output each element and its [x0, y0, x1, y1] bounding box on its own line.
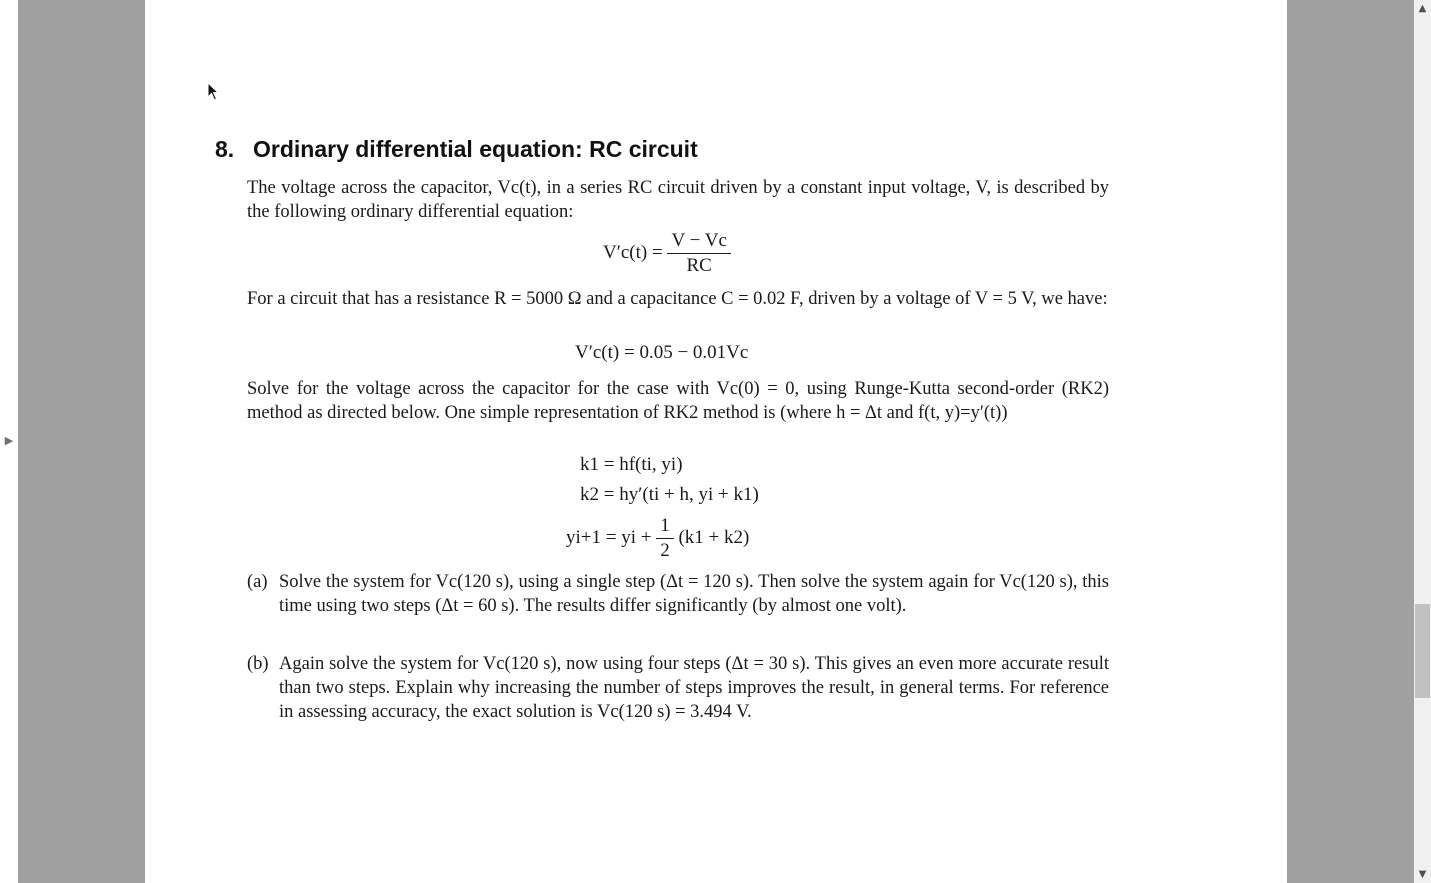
rk2-update-lhs: yi+1 = yi +	[566, 526, 652, 548]
ode-denominator: RC	[686, 255, 712, 276]
rk2-half-numerator: 1	[656, 514, 674, 539]
ode-fraction	[667, 229, 730, 278]
scrollbar-thumb[interactable]	[1415, 604, 1430, 698]
ode-numeric-equation: V′c(t) = 0.05 − 0.01Vc	[575, 342, 749, 363]
rk2-half-denominator: 2	[660, 540, 670, 561]
solve-paragraph: Solve for the voltage across the capacitor for the case with Vc(0) = 0, using Runge-Kutta second-order (RK2) method as directed below. One simple representation of RK2 method is (where h = Δt and f(t, y)=y′(t))	[247, 379, 1109, 423]
part-b-label: (b)	[247, 654, 269, 674]
document-page	[145, 0, 1287, 883]
expand-panel-arrow-icon[interactable]: ▶	[4, 434, 14, 447]
chevron-up-icon[interactable]: ▲	[1418, 3, 1427, 14]
rk2-update-equation	[566, 514, 749, 563]
ode-lhs: V′c(t) =	[603, 241, 663, 263]
problem-title: Ordinary differential equation: RC circuit	[253, 136, 698, 162]
rk2-update-rhs: (k1 + k2)	[678, 526, 750, 548]
rk2-k1-equation: k1 = hf(ti, yi)	[580, 454, 683, 475]
problem-number: 8.	[215, 136, 235, 162]
left-panel-strip	[0, 0, 18, 883]
part-a-label: (a)	[247, 572, 268, 592]
part-b-text: Again solve the system for Vc(120 s), now using four steps (Δt = 30 s). This gives an even more accurate result than two steps. Explain why increasing the number of steps improves the result, in general terms. For reference in assessing accuracy, the exact solution is Vc(120 s) = 3.494 V.	[279, 654, 1109, 722]
rk2-k2-equation: k2 = hy′(ti + h, yi + k1)	[580, 484, 759, 505]
ode-equation	[603, 229, 731, 278]
mouse-cursor-icon	[207, 82, 221, 102]
part-a-text: Solve the system for Vc(120 s), using a single step (Δt = 120 s). Then solve the system again for Vc(120 s), this time using two steps (Δt = 60 s). The results differ significantly (by almost one volt).	[279, 572, 1109, 616]
part-b	[247, 652, 1109, 724]
circuit-paragraph: For a circuit that has a resistance R = 5000 Ω and a capacitance C = 0.02 F, driven by a voltage of V = 5 V, we have:	[247, 289, 1108, 309]
chevron-down-icon[interactable]: ▼	[1418, 869, 1427, 880]
vertical-scrollbar[interactable]	[1414, 0, 1431, 883]
problem-heading	[215, 136, 698, 163]
ode-numerator: V − Vc	[667, 229, 730, 254]
rk2-half-fraction	[656, 514, 674, 563]
intro-paragraph: The voltage across the capacitor, Vc(t), in a series RC circuit driven by a constant input voltage, V, is described by the following ordinary differential equation:	[247, 178, 1109, 222]
part-a	[247, 570, 1109, 618]
